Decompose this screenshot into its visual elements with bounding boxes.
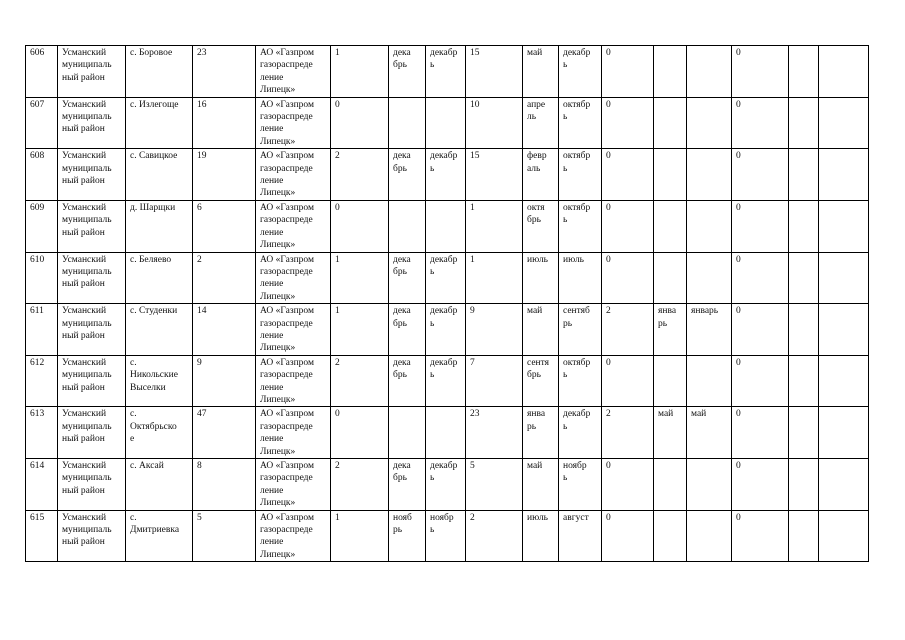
month-c-cell: декабр ь	[426, 149, 466, 201]
month-e-cell: май	[523, 459, 559, 511]
month-b-cell: дека брь	[389, 149, 426, 201]
month-e-cell: май	[523, 304, 559, 356]
month-c-cell: декабр ь	[426, 252, 466, 304]
row-number-cell: 609	[26, 200, 58, 252]
month-i-cell	[687, 46, 732, 98]
month-e-cell: июль	[523, 510, 559, 562]
count-cell: 9	[193, 355, 256, 407]
gasification-schedule-table	[25, 45, 869, 562]
month-b-cell: дека брь	[389, 304, 426, 356]
extra-k-cell	[789, 304, 819, 356]
month-h-cell	[654, 510, 687, 562]
locality-cell: с. Аксай	[126, 459, 193, 511]
value-a-cell: 0	[331, 200, 389, 252]
value-a-cell: 1	[331, 304, 389, 356]
district-cell: Усманский муниципаль ный район	[58, 200, 126, 252]
extra-l-cell	[819, 149, 869, 201]
value-a-cell: 1	[331, 252, 389, 304]
row-number-cell: 607	[26, 97, 58, 149]
extra-k-cell	[789, 149, 819, 201]
extra-l-cell	[819, 459, 869, 511]
month-c-cell: декабр ь	[426, 304, 466, 356]
value-g-cell: 0	[602, 355, 654, 407]
organization-cell: АО «Газпром газораспреде ление Липецк»	[256, 200, 331, 252]
value-d-cell: 5	[466, 459, 523, 511]
month-b-cell: дека брь	[389, 46, 426, 98]
district-cell: Усманский муниципаль ный район	[58, 355, 126, 407]
table-body	[26, 46, 869, 562]
month-i-cell	[687, 252, 732, 304]
count-cell: 14	[193, 304, 256, 356]
month-b-cell: дека брь	[389, 355, 426, 407]
month-i-cell	[687, 149, 732, 201]
value-g-cell: 0	[602, 459, 654, 511]
count-cell: 6	[193, 200, 256, 252]
count-cell: 8	[193, 459, 256, 511]
count-cell: 47	[193, 407, 256, 459]
month-f-cell: декабр ь	[559, 407, 602, 459]
extra-l-cell	[819, 304, 869, 356]
count-cell: 2	[193, 252, 256, 304]
locality-cell: с. Студенки	[126, 304, 193, 356]
row-number-cell: 608	[26, 149, 58, 201]
month-h-cell: май	[654, 407, 687, 459]
value-j-cell: 0	[732, 97, 789, 149]
value-g-cell: 2	[602, 304, 654, 356]
month-b-cell	[389, 200, 426, 252]
month-c-cell: декабр ь	[426, 46, 466, 98]
locality-cell: с. Боровое	[126, 46, 193, 98]
row-number-cell: 610	[26, 252, 58, 304]
row-number-cell: 612	[26, 355, 58, 407]
table-row	[26, 355, 869, 407]
value-d-cell: 10	[466, 97, 523, 149]
month-i-cell	[687, 459, 732, 511]
extra-k-cell	[789, 46, 819, 98]
month-f-cell: август	[559, 510, 602, 562]
month-e-cell: апре ль	[523, 97, 559, 149]
value-a-cell: 0	[331, 407, 389, 459]
value-j-cell: 0	[732, 304, 789, 356]
district-cell: Усманский муниципаль ный район	[58, 149, 126, 201]
month-f-cell: сентяб рь	[559, 304, 602, 356]
month-i-cell: май	[687, 407, 732, 459]
extra-k-cell	[789, 459, 819, 511]
count-cell: 19	[193, 149, 256, 201]
extra-l-cell	[819, 97, 869, 149]
month-e-cell: февр аль	[523, 149, 559, 201]
month-h-cell	[654, 46, 687, 98]
month-c-cell	[426, 97, 466, 149]
locality-cell: с. Дмитриевка	[126, 510, 193, 562]
value-d-cell: 15	[466, 149, 523, 201]
value-j-cell: 0	[732, 510, 789, 562]
value-a-cell: 0	[331, 97, 389, 149]
extra-k-cell	[789, 252, 819, 304]
value-d-cell: 23	[466, 407, 523, 459]
month-f-cell: июль	[559, 252, 602, 304]
month-i-cell	[687, 510, 732, 562]
value-g-cell: 0	[602, 97, 654, 149]
month-f-cell: октябр ь	[559, 149, 602, 201]
month-b-cell: нояб рь	[389, 510, 426, 562]
locality-cell: с. Октябрьско е	[126, 407, 193, 459]
district-cell: Усманский муниципаль ный район	[58, 46, 126, 98]
table-row	[26, 510, 869, 562]
row-number-cell: 615	[26, 510, 58, 562]
table-row	[26, 46, 869, 98]
month-b-cell	[389, 97, 426, 149]
locality-cell: с. Беляево	[126, 252, 193, 304]
locality-cell: д. Шарщки	[126, 200, 193, 252]
month-h-cell	[654, 355, 687, 407]
value-j-cell: 0	[732, 200, 789, 252]
value-d-cell: 15	[466, 46, 523, 98]
district-cell: Усманский муниципаль ный район	[58, 459, 126, 511]
month-i-cell	[687, 97, 732, 149]
value-d-cell: 1	[466, 200, 523, 252]
locality-cell: с. Савицкое	[126, 149, 193, 201]
organization-cell: АО «Газпром газораспреде ление Липецк»	[256, 97, 331, 149]
value-g-cell: 0	[602, 252, 654, 304]
month-h-cell	[654, 200, 687, 252]
row-number-cell: 613	[26, 407, 58, 459]
month-f-cell: декабр ь	[559, 46, 602, 98]
table-row	[26, 149, 869, 201]
table-row	[26, 304, 869, 356]
organization-cell: АО «Газпром газораспреде ление Липецк»	[256, 459, 331, 511]
month-e-cell: июль	[523, 252, 559, 304]
district-cell: Усманский муниципаль ный район	[58, 97, 126, 149]
table-row	[26, 200, 869, 252]
table-row	[26, 97, 869, 149]
month-h-cell	[654, 149, 687, 201]
month-h-cell: янва рь	[654, 304, 687, 356]
value-d-cell: 9	[466, 304, 523, 356]
extra-l-cell	[819, 200, 869, 252]
month-e-cell: октя брь	[523, 200, 559, 252]
month-f-cell: октябр ь	[559, 97, 602, 149]
month-e-cell: сентя брь	[523, 355, 559, 407]
organization-cell: АО «Газпром газораспреде ление Липецк»	[256, 252, 331, 304]
value-a-cell: 2	[331, 459, 389, 511]
document-page	[25, 45, 869, 562]
district-cell: Усманский муниципаль ный район	[58, 252, 126, 304]
month-b-cell: дека брь	[389, 252, 426, 304]
month-h-cell	[654, 459, 687, 511]
value-g-cell: 0	[602, 149, 654, 201]
month-c-cell	[426, 407, 466, 459]
value-a-cell: 2	[331, 149, 389, 201]
value-d-cell: 2	[466, 510, 523, 562]
month-c-cell: декабр ь	[426, 459, 466, 511]
extra-k-cell	[789, 510, 819, 562]
month-h-cell	[654, 252, 687, 304]
month-c-cell: декабр ь	[426, 355, 466, 407]
value-d-cell: 7	[466, 355, 523, 407]
organization-cell: АО «Газпром газораспреде ление Липецк»	[256, 510, 331, 562]
value-a-cell: 2	[331, 355, 389, 407]
extra-l-cell	[819, 407, 869, 459]
value-j-cell: 0	[732, 407, 789, 459]
organization-cell: АО «Газпром газораспреде ление Липецк»	[256, 304, 331, 356]
organization-cell: АО «Газпром газораспреде ление Липецк»	[256, 149, 331, 201]
month-i-cell	[687, 355, 732, 407]
extra-k-cell	[789, 407, 819, 459]
month-i-cell: январь	[687, 304, 732, 356]
value-g-cell: 0	[602, 510, 654, 562]
row-number-cell: 611	[26, 304, 58, 356]
month-h-cell	[654, 97, 687, 149]
month-b-cell	[389, 407, 426, 459]
value-g-cell: 2	[602, 407, 654, 459]
month-i-cell	[687, 200, 732, 252]
count-cell: 23	[193, 46, 256, 98]
value-d-cell: 1	[466, 252, 523, 304]
count-cell: 5	[193, 510, 256, 562]
month-f-cell: октябр ь	[559, 355, 602, 407]
month-f-cell: октябр ь	[559, 200, 602, 252]
extra-k-cell	[789, 355, 819, 407]
district-cell: Усманский муниципаль ный район	[58, 304, 126, 356]
extra-l-cell	[819, 355, 869, 407]
value-g-cell: 0	[602, 200, 654, 252]
extra-k-cell	[789, 97, 819, 149]
district-cell: Усманский муниципаль ный район	[58, 407, 126, 459]
row-number-cell: 614	[26, 459, 58, 511]
month-e-cell: янва рь	[523, 407, 559, 459]
value-j-cell: 0	[732, 149, 789, 201]
extra-k-cell	[789, 200, 819, 252]
value-j-cell: 0	[732, 355, 789, 407]
organization-cell: АО «Газпром газораспреде ление Липецк»	[256, 355, 331, 407]
extra-l-cell	[819, 252, 869, 304]
row-number-cell: 606	[26, 46, 58, 98]
district-cell: Усманский муниципаль ный район	[58, 510, 126, 562]
month-f-cell: ноябр ь	[559, 459, 602, 511]
month-b-cell: дека брь	[389, 459, 426, 511]
table-row	[26, 459, 869, 511]
value-j-cell: 0	[732, 459, 789, 511]
value-j-cell: 0	[732, 252, 789, 304]
value-a-cell: 1	[331, 46, 389, 98]
value-a-cell: 1	[331, 510, 389, 562]
organization-cell: АО «Газпром газораспреде ление Липецк»	[256, 46, 331, 98]
locality-cell: с. Излегоще	[126, 97, 193, 149]
table-row	[26, 252, 869, 304]
value-g-cell: 0	[602, 46, 654, 98]
locality-cell: с. Никольские Выселки	[126, 355, 193, 407]
month-e-cell: май	[523, 46, 559, 98]
month-c-cell: ноябр ь	[426, 510, 466, 562]
extra-l-cell	[819, 46, 869, 98]
organization-cell: АО «Газпром газораспреде ление Липецк»	[256, 407, 331, 459]
month-c-cell	[426, 200, 466, 252]
value-j-cell: 0	[732, 46, 789, 98]
extra-l-cell	[819, 510, 869, 562]
table-row	[26, 407, 869, 459]
count-cell: 16	[193, 97, 256, 149]
